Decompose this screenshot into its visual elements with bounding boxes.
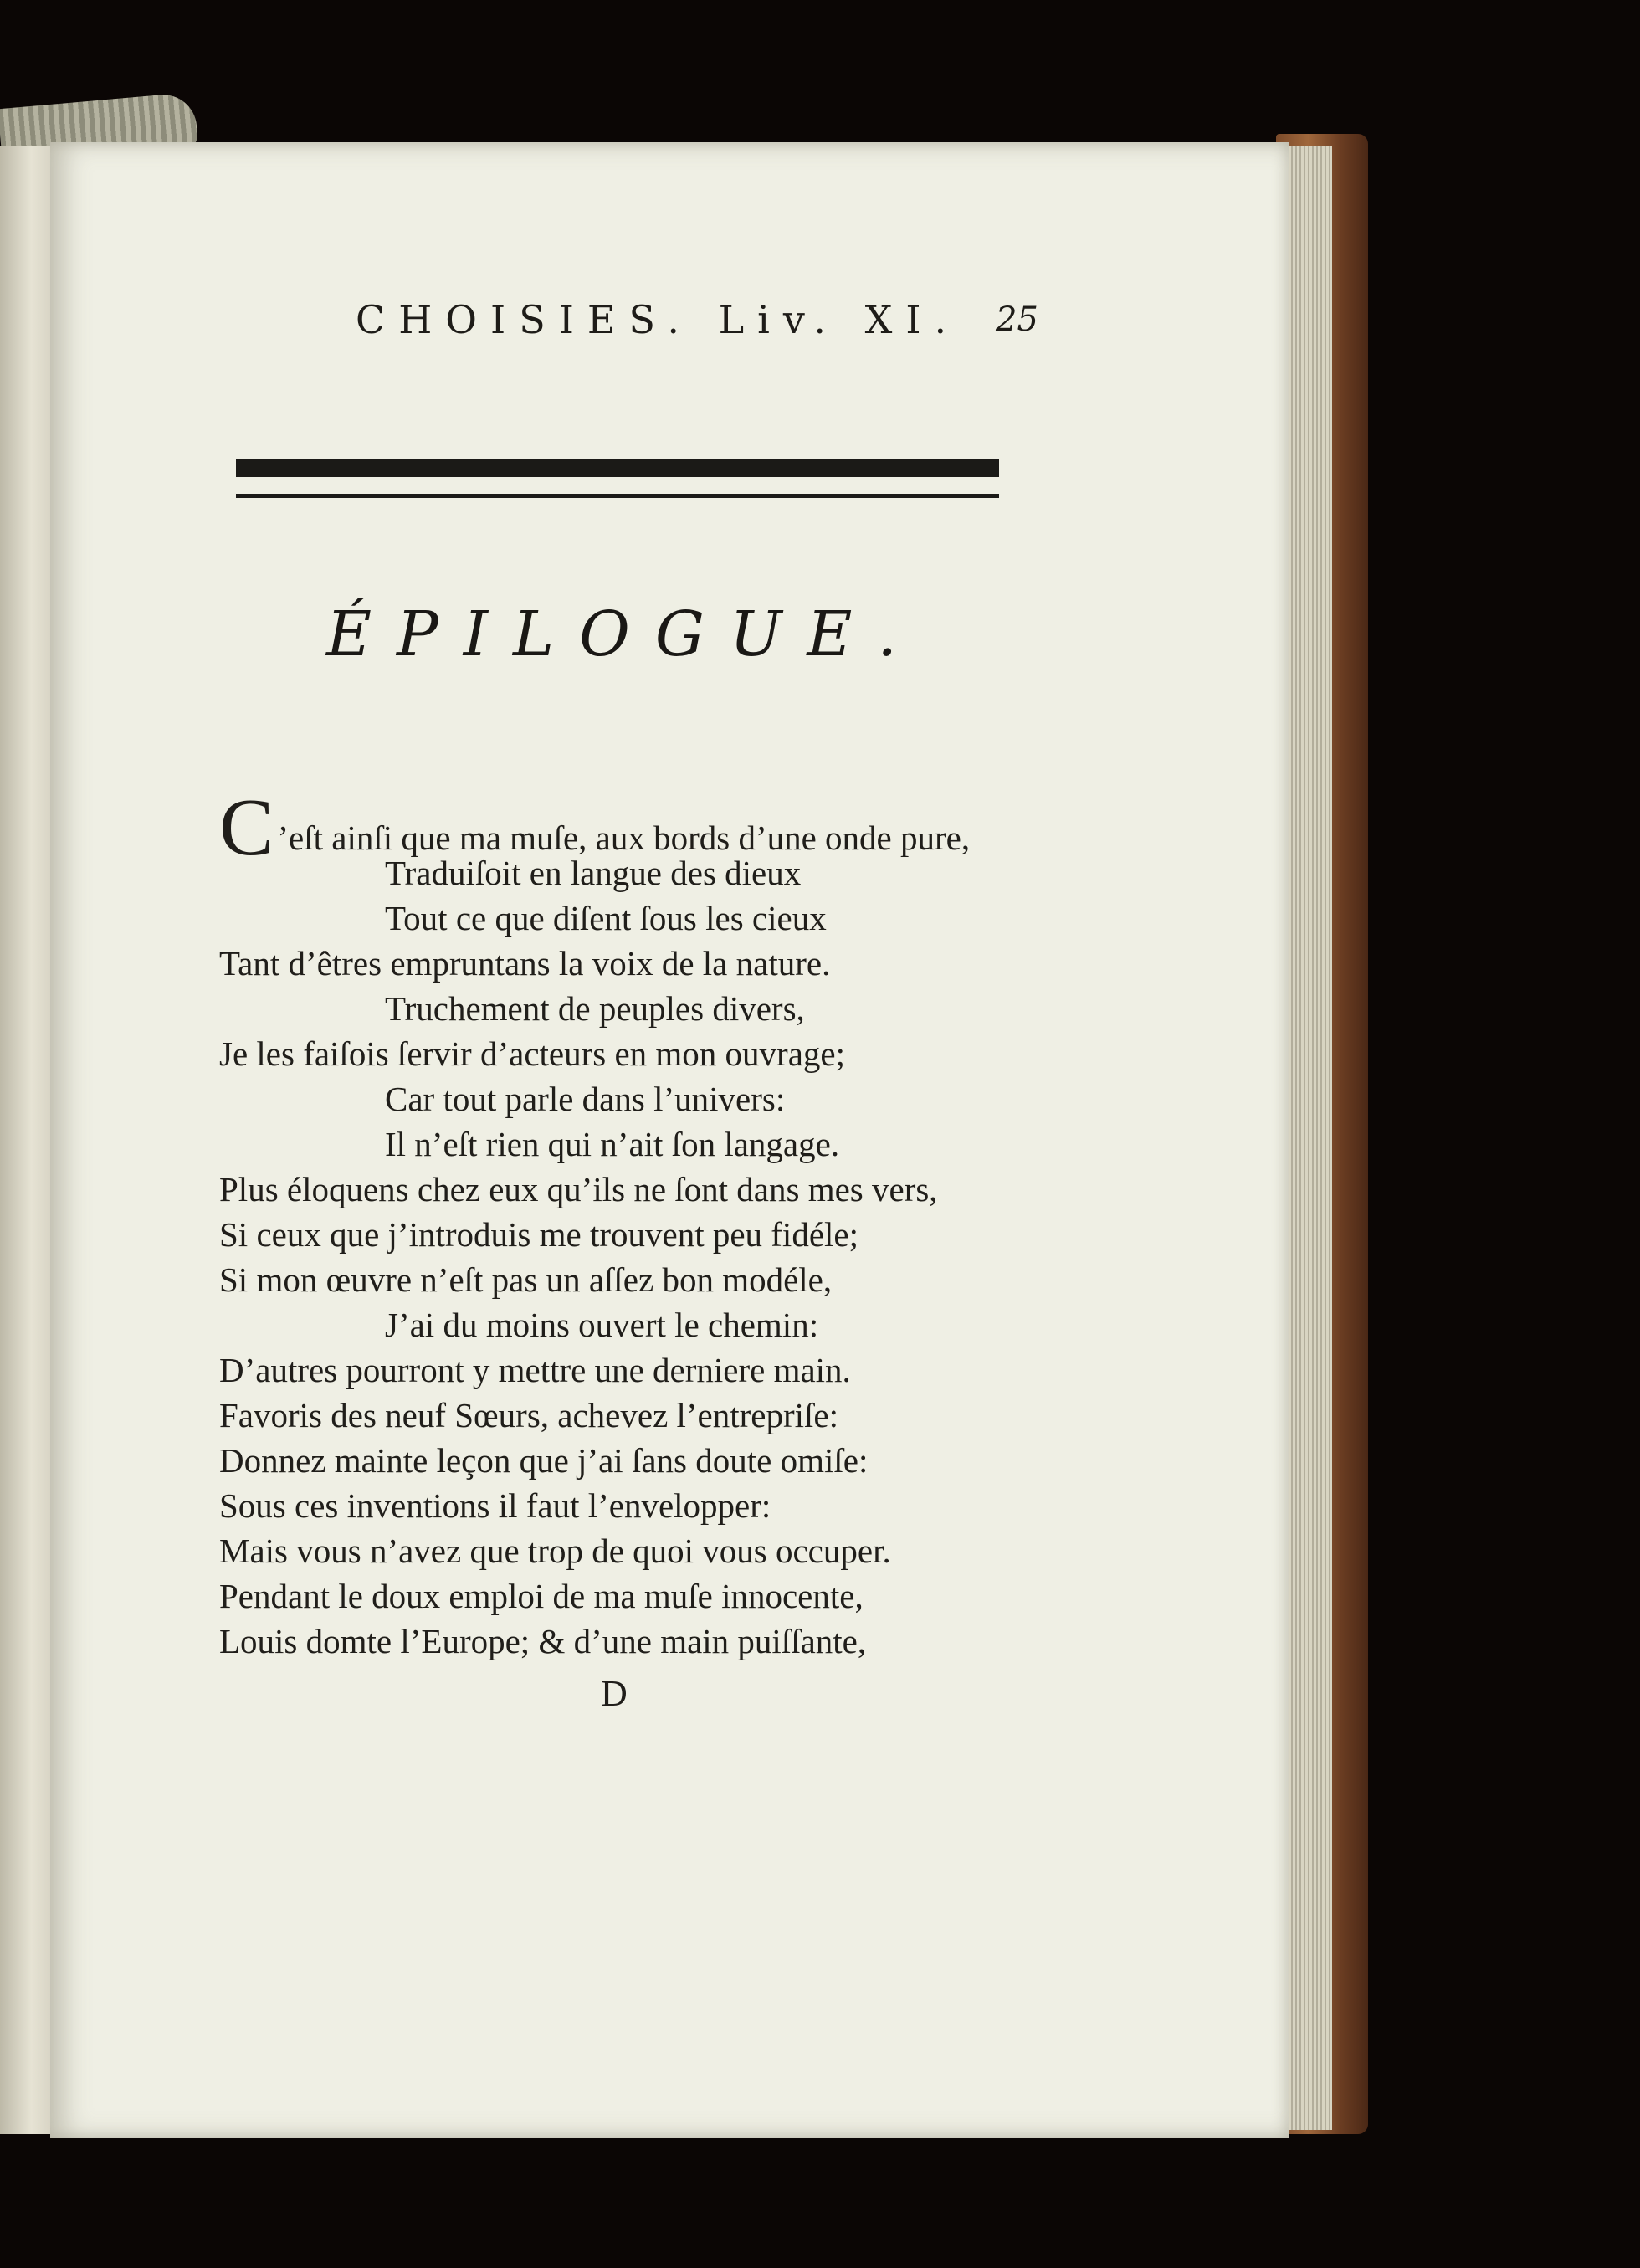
poem-line: Sous ces inventions il faut l’envelopper: (219, 1486, 771, 1525)
signature-mark: D (601, 1673, 628, 1714)
poem-line: Il n’eſt rien qui n’ait ſon langage. (385, 1125, 840, 1163)
poem-line: Tant d’êtres empruntans la voix de la nature. (219, 944, 831, 983)
poem-line: Mais vous n’avez que trop de quoi vous occuper. (219, 1532, 891, 1570)
poem-line: Car tout parle dans l’univers: (385, 1080, 786, 1118)
poem-line: Tout ce que diſent ſous les cieux (385, 899, 827, 937)
poem-line: Je les faiſois ſervir d’acteurs en mon ouvrage; (219, 1034, 845, 1073)
poem-line: Truchement de peuples divers, (385, 989, 805, 1028)
ornamental-rule-thin (236, 494, 999, 498)
poem-line: Si mon œuvre n’eſt pas un aſſez bon modéle, (219, 1260, 833, 1299)
drop-cap: C (219, 783, 274, 873)
running-head (0, 297, 1640, 372)
poem-line: Plus éloquens chez eux qu’ils ne ſont dans mes vers, (219, 1170, 938, 1208)
running-title: CHOISIES. Liv. XI. (356, 297, 961, 342)
poem-line: Si ceux que j’introduis me trouvent peu fidéle; (219, 1215, 859, 1254)
poem-line: Favoris des neuf Sœurs, achevez l’entrepriſe: (219, 1396, 839, 1434)
poem-text (219, 783, 1064, 1664)
section-title: ÉPILOGUE. (326, 598, 922, 670)
poem-line: Louis domte l’Europe; & d’une main puiſſante, (219, 1622, 867, 1660)
ornamental-rule-thick (236, 459, 999, 477)
page-number: 25 (996, 300, 1038, 339)
poem-line: J’ai du moins ouvert le chemin: (385, 1306, 819, 1344)
poem-line: Traduiſoit en langue des dieux (385, 854, 802, 892)
poem-line: Pendant le doux emploi de ma muſe innocente, (219, 1577, 864, 1615)
first-line-text: ’eſt ainſi que ma muſe, aux bords d’une onde pure, (277, 818, 971, 857)
poem-line: D’autres pourront y mettre une derniere main. (219, 1351, 851, 1389)
poem-line: Donnez mainte leçon que j’ai ſans doute omiſe: (219, 1441, 869, 1480)
